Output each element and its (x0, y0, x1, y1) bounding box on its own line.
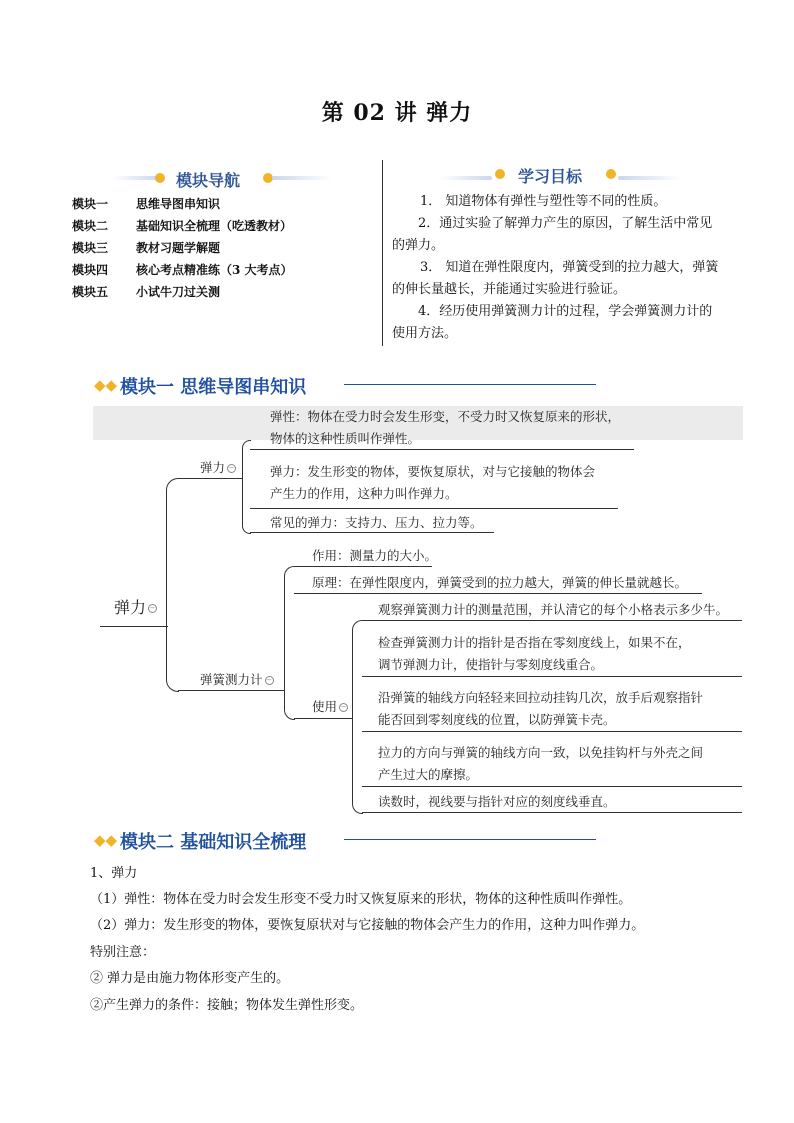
module2-rule (344, 839, 596, 840)
collapse-icon[interactable]: − (340, 703, 347, 711)
body-line: （1）弹性：物体在受力时会发生形变不受力时又恢复原来的形状，物体的这种性质叫作弹性。 (90, 892, 632, 907)
leaf-rule (362, 676, 742, 677)
collapse-icon[interactable]: − (228, 464, 235, 472)
leaf-rule (362, 786, 742, 787)
branch2-label: 弹簧测力计 (200, 672, 263, 687)
mindmap-leaf: 弹力：发生形变的物体，要恢复原状，对与它接触的物体会 产生力的作用，这种力叫作弹力。 (270, 464, 596, 501)
mindmap-trunk (166, 478, 179, 692)
body-line: ②产生弹力的条件：接触；物体发生弹性形变。 (90, 998, 364, 1013)
diamond-icon: ◆◆ (94, 376, 118, 394)
nav-item[interactable] (72, 283, 220, 303)
nav-item-key: 模块一 (72, 197, 109, 211)
branch1-node[interactable] (200, 457, 236, 479)
mindmap-leaf: 常见的弹力：支持力、压力、拉力等。 (270, 515, 483, 530)
nav-item-key: 模块五 (72, 285, 109, 299)
goals-heading-dot-right (606, 169, 616, 179)
goal-item: 4．经历使用弹簧测力计的过程，学会弹簧测力计的使用方法。 (392, 304, 713, 341)
branch2-node[interactable] (200, 669, 274, 691)
mindmap-root[interactable] (114, 597, 157, 619)
module1-heading: 模块一 思维导图串知识 (120, 377, 307, 398)
page-title: 第 02 讲 弹力 (321, 100, 473, 126)
collapse-icon[interactable]: − (149, 604, 156, 612)
use-bracket (352, 620, 363, 814)
branch2-bracket (284, 566, 295, 720)
mindmap-leaf: 原理：在弹性限度内，弹簧受到的拉力越大，弹簧的伸长量就越长。 (312, 575, 688, 590)
goals-heading-right-ornament (618, 176, 682, 180)
use-node[interactable] (312, 696, 348, 718)
nav-heading-left-ornament (112, 176, 158, 180)
leaf-rule (362, 731, 742, 732)
goals-heading-left-ornament (440, 176, 492, 180)
mindmap-leaf: 检查弹簧测力计的指针是否指在零刻度线上，如果不在， 调节弹测力计，使指针与零刻度线重合。 (378, 635, 691, 672)
nav-heading-right-ornament (272, 176, 332, 180)
nav-item[interactable] (72, 261, 293, 281)
branch1-label: 弹力 (200, 460, 226, 475)
nav-item-text: 教材习题学解题 (136, 241, 221, 255)
mindmap-leaf: 读数时，视线要与指针对应的刻度线垂直。 (378, 794, 616, 809)
nav-heading-dot-left (155, 173, 165, 183)
nav-item-text: 小试牛刀过关测 (136, 285, 221, 299)
nav-item[interactable] (72, 217, 292, 237)
diamond-icon: ◆◆ (94, 831, 118, 849)
nav-item[interactable] (72, 195, 220, 215)
mindmap-leaf: 作用：测量力的大小。 (312, 548, 438, 563)
goal-item: 2．通过实验了解弹力产生的原因，了解生活中常见的弹力。 (392, 216, 713, 253)
mindmap-leaf: 拉力的方向与弹簧的轴线方向一致，以免挂钩杆与外壳之间 产生过大的摩擦。 (378, 745, 704, 782)
mindmap-leaf: 弹性：物体在受力时会发生形变，不受力时又恢复原来的形状， 物体的这种性质叫作弹性。 (270, 409, 621, 446)
body-line: 特别注意： (90, 945, 156, 960)
nav-heading: 模块导航 (176, 171, 241, 190)
nav-item-key: 模块三 (72, 241, 109, 255)
body-line: ② 弹力是由施力物体形变产生的。 (90, 971, 290, 986)
use-label: 使用 (312, 699, 338, 714)
goal-item: 1． 知道物体有弹性与塑性等不同的性质。 (420, 194, 667, 209)
mindmap-leaf: 沿弹簧的轴线方向轻轻来回拉动挂钩几次，放手后观察指针 能否回到零刻度线的位置，以防弹簧卡壳。 (378, 690, 704, 727)
body-line: （2）弹力：发生形变的物体，要恢复原状对与它接触的物体会产生力的作用，这种力叫作弹力。 (90, 918, 645, 933)
nav-item-key: 模块四 (72, 263, 109, 277)
goals-heading-dot-left (495, 169, 505, 179)
goals-heading: 学习目标 (518, 167, 583, 186)
branch1-bracket (242, 440, 251, 534)
mindmap-leaf: 观察弹簧测力计的测量范围，并认清它的每个小格表示多少牛。 (378, 602, 729, 617)
goal-item: 3． 知道在弹性限度内，弹簧受到的拉力越大，弹簧的伸长量越长，并能通过实验进行验证。 (392, 260, 719, 297)
nav-item-text: 基础知识全梳理（吃透教材） (136, 219, 293, 233)
nav-item[interactable] (72, 239, 220, 259)
module1-rule (344, 384, 596, 385)
mindmap-root-label: 弹力 (114, 598, 147, 617)
body-line: 1、弹力 (90, 866, 138, 881)
leaf-rule (250, 508, 618, 509)
collapse-icon[interactable]: − (266, 676, 272, 684)
column-divider (382, 160, 383, 346)
nav-item-text: 核心考点精准练（3 大考点） (136, 263, 293, 277)
module2-heading: 模块二 基础知识全梳理 (120, 832, 307, 853)
nav-item-text: 思维导图串知识 (136, 197, 221, 211)
use-underline (294, 718, 352, 719)
nav-item-key: 模块二 (72, 219, 109, 233)
mindmap-root-underline (100, 626, 168, 627)
